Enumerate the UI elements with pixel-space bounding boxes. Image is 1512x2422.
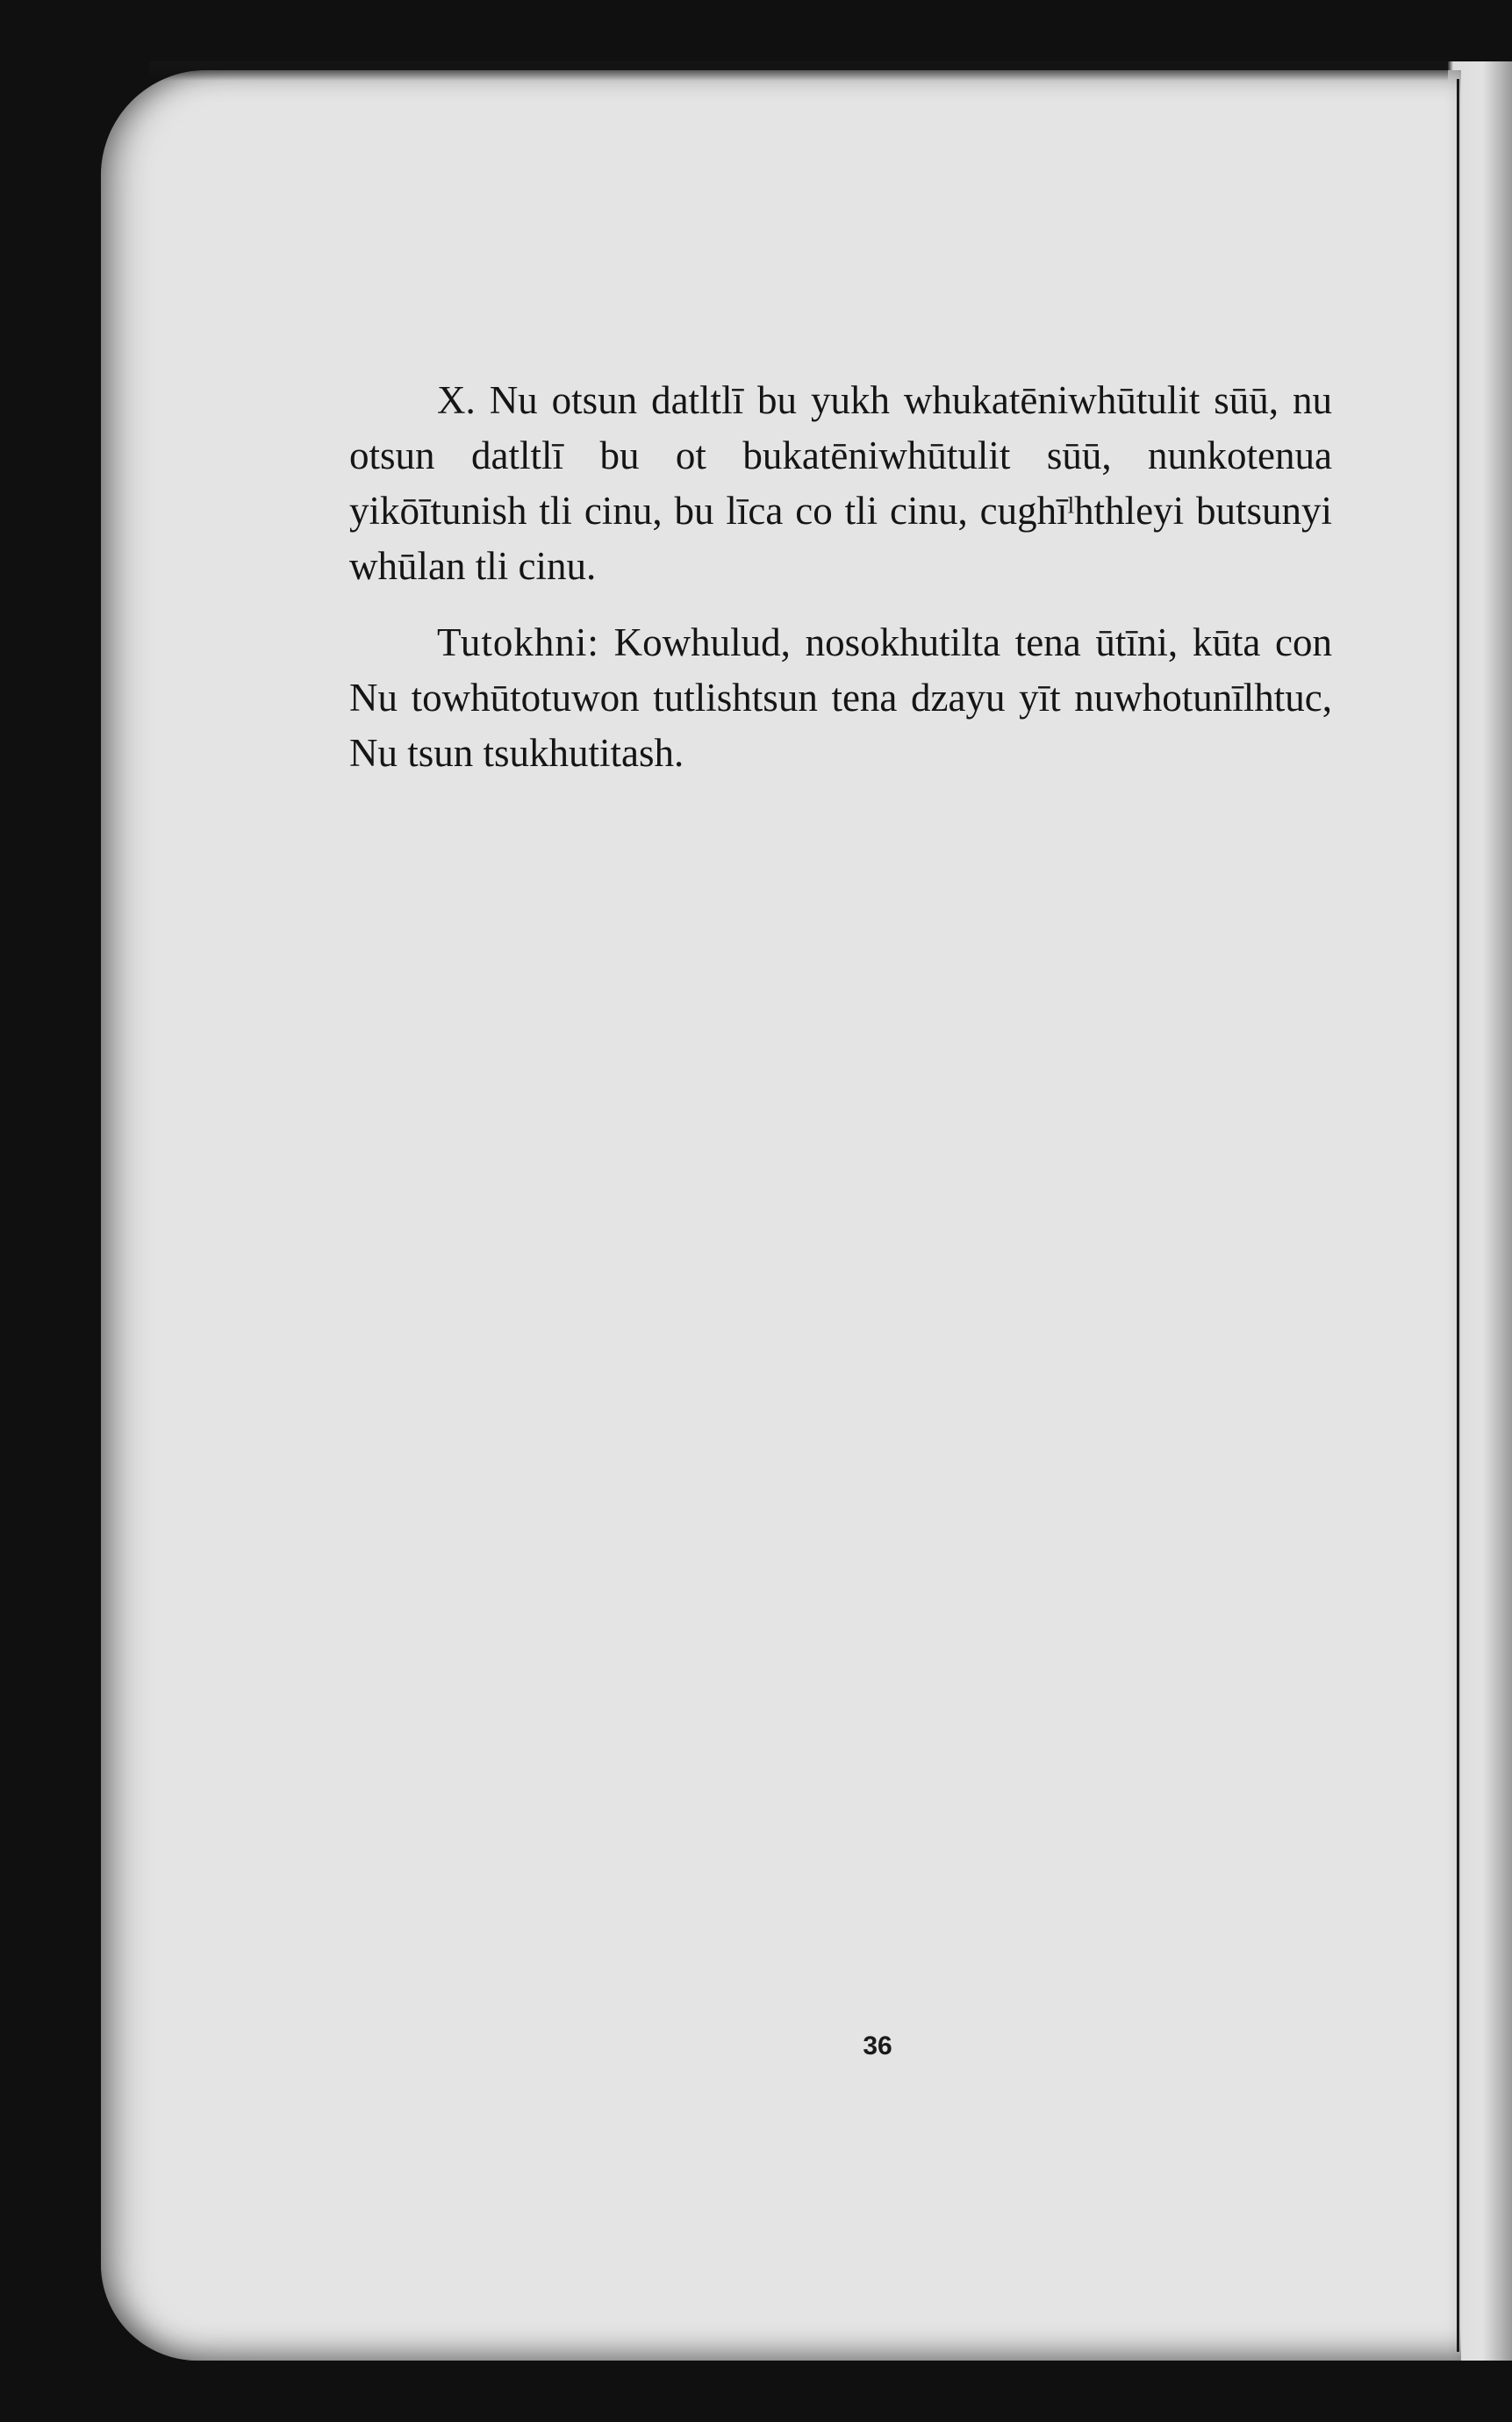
body-text: [349, 373, 1332, 781]
page-top-shadow: [149, 61, 1448, 81]
paragraph-text: Kowhulud, nosokhutilta tena ūtīni, kūta con Nu towhūtotuwon tutlishtsun tena dzayu yīt nuwhotunīlhtuc, Nu tsun tsukhutitash.: [349, 620, 1332, 775]
paragraph-commandment: [349, 373, 1332, 594]
page-number: 36: [863, 2031, 892, 2060]
spine-line: [1457, 79, 1459, 2352]
paragraph-label: Tutokhni:: [437, 620, 599, 664]
paragraph-explanation: [349, 615, 1332, 781]
paragraph-text: X. Nu otsun datltlī bu yukh whukatēniwhūtulit sūū, nu otsun datltlī bu ot bukatēniwhūtulit sūū, nunkotenua yikōītunish tli cinu, bu līca co tli cinu, cughīˡhthleyi butsunyi whūlan tli cinu.: [349, 378, 1332, 588]
